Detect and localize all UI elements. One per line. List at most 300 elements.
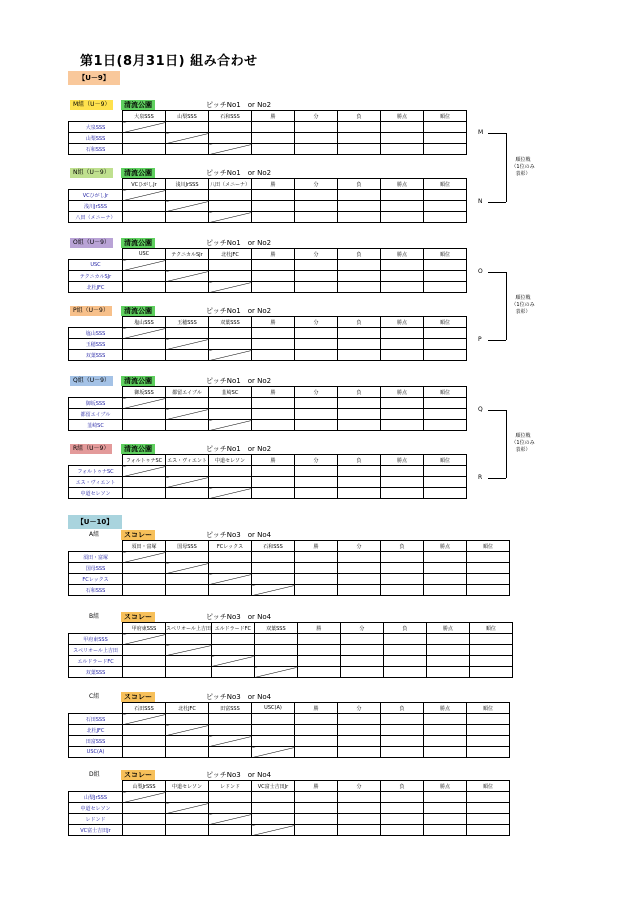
stat-cell: [252, 144, 295, 155]
stat-cell: [469, 645, 512, 656]
result-cell[interactable]: [166, 212, 209, 223]
table-corner: [69, 179, 123, 190]
result-cell[interactable]: [209, 328, 252, 339]
column-stat-header: 負: [381, 703, 424, 714]
table-row: [69, 574, 510, 585]
result-cell[interactable]: [209, 398, 252, 409]
diagonal-cell: [166, 563, 209, 574]
result-cell[interactable]: [166, 714, 209, 725]
result-cell[interactable]: [166, 736, 209, 747]
stat-cell: [469, 656, 512, 667]
row-team-label: 八田（メニーナ）: [69, 212, 123, 223]
diagonal-cell: [211, 656, 254, 667]
stat-cell: [340, 634, 383, 645]
group-label: P組（U－9）: [70, 306, 112, 316]
group-table: [68, 248, 467, 293]
table-row: [69, 803, 510, 814]
stat-cell: [424, 825, 467, 836]
venue-label: スコレー: [121, 770, 155, 780]
result-cell[interactable]: [166, 747, 209, 758]
bracket-bottom-mark: R: [478, 474, 483, 481]
result-cell[interactable]: [123, 747, 166, 758]
stat-cell: [295, 585, 338, 596]
result-cell[interactable]: [166, 488, 209, 499]
stat-cell: [424, 409, 467, 420]
column-stat-header: 負: [381, 541, 424, 552]
column-team-header: 石和SSS: [252, 541, 295, 552]
result-cell[interactable]: [166, 667, 212, 678]
result-cell[interactable]: [252, 792, 295, 803]
result-cell[interactable]: [252, 574, 295, 585]
stat-cell: [297, 656, 340, 667]
stat-cell: [467, 563, 510, 574]
column-stat-header: 勝: [295, 703, 338, 714]
bracket-line-vertical: [506, 133, 507, 202]
row-team-label: 石和SSS: [69, 144, 123, 155]
result-cell[interactable]: [209, 260, 252, 271]
stat-cell: [295, 339, 338, 350]
stat-cell: [467, 792, 510, 803]
result-cell[interactable]: [123, 477, 166, 488]
result-cell[interactable]: [209, 122, 252, 133]
diagonal-cell: [252, 825, 295, 836]
result-cell[interactable]: [123, 645, 166, 656]
stat-cell: [252, 122, 295, 133]
result-cell[interactable]: [252, 814, 295, 825]
stat-cell: [295, 144, 338, 155]
stat-cell: [338, 144, 381, 155]
stat-cell: [297, 645, 340, 656]
row-team-label: フォルトゥナSC: [69, 466, 123, 477]
stat-cell: [338, 792, 381, 803]
stat-cell: [383, 645, 426, 656]
table-corner: [69, 387, 123, 398]
result-cell[interactable]: [209, 190, 252, 201]
stat-cell: [381, 271, 424, 282]
result-cell[interactable]: [211, 634, 254, 645]
result-cell[interactable]: [209, 803, 252, 814]
row-team-label: 浅川JrSSS: [69, 201, 123, 212]
result-cell[interactable]: [209, 563, 252, 574]
stat-cell: [252, 201, 295, 212]
stat-cell: [338, 350, 381, 361]
diagonal-cell: [123, 634, 166, 645]
column-team-header: FCレックス: [209, 541, 252, 552]
stat-cell: [338, 122, 381, 133]
stat-cell: [252, 282, 295, 293]
bracket-line-top: [488, 272, 506, 273]
stat-cell: [252, 328, 295, 339]
column-team-header: レドンド: [209, 781, 252, 792]
bracket-line-bottom: [488, 202, 506, 203]
stat-cell: [295, 328, 338, 339]
row-team-label: 国母SSS: [69, 563, 123, 574]
result-cell[interactable]: [166, 144, 209, 155]
stat-cell: [426, 634, 469, 645]
stat-cell: [424, 803, 467, 814]
stat-cell: [381, 563, 424, 574]
result-cell[interactable]: [166, 574, 209, 585]
column-stat-header: 負: [338, 249, 381, 260]
result-cell[interactable]: [166, 190, 209, 201]
stat-cell: [381, 814, 424, 825]
column-team-header: 甲府東SSS: [123, 623, 166, 634]
group-label: Q組（U－9）: [70, 376, 113, 386]
result-cell[interactable]: [123, 825, 166, 836]
stat-cell: [467, 825, 510, 836]
result-cell[interactable]: [209, 747, 252, 758]
row-team-label: VC富士吉田Jr: [69, 825, 123, 836]
stat-cell: [338, 747, 381, 758]
stat-cell: [426, 667, 469, 678]
column-stat-header: 勝点: [381, 317, 424, 328]
diagonal-cell: [123, 190, 166, 201]
stat-cell: [252, 133, 295, 144]
row-team-label: 玉穂SSS: [69, 339, 123, 350]
column-team-header: 塩山SSS: [123, 317, 166, 328]
diagonal-cell: [209, 282, 252, 293]
result-cell[interactable]: [123, 814, 166, 825]
stat-cell: [295, 201, 338, 212]
result-cell[interactable]: [252, 725, 295, 736]
row-team-label: レドンド: [69, 814, 123, 825]
row-team-label: テクニカルSJr: [69, 271, 123, 282]
row-team-label: 須田・富塚: [69, 552, 123, 563]
result-cell[interactable]: [166, 585, 209, 596]
column-stat-header: 順位: [424, 455, 467, 466]
column-team-header: 双葉SSS: [209, 317, 252, 328]
row-team-label: 双葉SSS: [69, 667, 123, 678]
stat-cell: [424, 201, 467, 212]
diagonal-cell: [252, 747, 295, 758]
column-stat-header: 勝: [295, 781, 338, 792]
stat-cell: [252, 409, 295, 420]
pitch-label: ピッチNo1 or No2: [206, 101, 272, 109]
result-cell[interactable]: [123, 282, 166, 293]
group-table: [68, 110, 467, 155]
result-cell[interactable]: [254, 656, 297, 667]
result-cell[interactable]: [209, 466, 252, 477]
result-cell[interactable]: [166, 282, 209, 293]
stat-cell: [338, 574, 381, 585]
table-row: [69, 190, 467, 201]
stat-cell: [381, 409, 424, 420]
column-stat-header: 勝点: [424, 703, 467, 714]
stat-cell: [252, 339, 295, 350]
stat-cell: [469, 667, 512, 678]
stat-cell: [424, 122, 467, 133]
column-stat-header: 勝: [297, 623, 340, 634]
stat-cell: [295, 212, 338, 223]
result-cell[interactable]: [209, 201, 252, 212]
stat-cell: [381, 477, 424, 488]
diagonal-cell: [209, 144, 252, 155]
diagonal-cell: [254, 667, 297, 678]
stat-cell: [424, 420, 467, 431]
diagonal-cell: [209, 574, 252, 585]
result-cell[interactable]: [252, 736, 295, 747]
stat-cell: [424, 282, 467, 293]
stat-cell: [295, 420, 338, 431]
result-cell[interactable]: [254, 645, 297, 656]
table-row: [69, 814, 510, 825]
stat-cell: [424, 792, 467, 803]
result-cell[interactable]: [209, 825, 252, 836]
result-cell[interactable]: [123, 339, 166, 350]
result-cell[interactable]: [209, 339, 252, 350]
diagonal-cell: [123, 328, 166, 339]
column-team-header: 北杜JFC: [166, 703, 209, 714]
column-stat-header: 分: [295, 249, 338, 260]
stat-cell: [381, 282, 424, 293]
stat-cell: [381, 133, 424, 144]
diagonal-cell: [166, 201, 209, 212]
result-cell[interactable]: [166, 792, 209, 803]
table-row: [69, 260, 467, 271]
result-cell[interactable]: [123, 133, 166, 144]
u10-category-label: 【U－10】: [68, 515, 122, 529]
result-cell[interactable]: [209, 585, 252, 596]
result-cell[interactable]: [252, 552, 295, 563]
diagonal-cell: [123, 714, 166, 725]
row-team-label: VCひがしJr: [69, 190, 123, 201]
stat-cell: [295, 466, 338, 477]
stat-cell: [252, 212, 295, 223]
result-cell[interactable]: [166, 825, 209, 836]
result-cell[interactable]: [123, 409, 166, 420]
table-row: [69, 563, 510, 574]
table-row: [69, 552, 510, 563]
diagonal-cell: [166, 271, 209, 282]
stat-cell: [295, 133, 338, 144]
result-cell[interactable]: [166, 398, 209, 409]
row-team-label: 石和SSS: [69, 585, 123, 596]
stat-cell: [338, 271, 381, 282]
venue-label: スコレー: [121, 612, 155, 622]
row-team-label: 田富SSS: [69, 736, 123, 747]
result-cell[interactable]: [254, 634, 297, 645]
column-stat-header: 分: [295, 455, 338, 466]
result-cell[interactable]: [123, 656, 166, 667]
column-stat-header: 負: [338, 111, 381, 122]
row-team-label: 北杜JFC: [69, 725, 123, 736]
stat-cell: [381, 792, 424, 803]
stat-cell: [338, 420, 381, 431]
diagonal-cell: [123, 122, 166, 133]
stat-cell: [424, 466, 467, 477]
column-stat-header: 順位: [467, 703, 510, 714]
stat-cell: [424, 398, 467, 409]
table-row: [69, 736, 510, 747]
result-cell[interactable]: [123, 420, 166, 431]
result-cell[interactable]: [166, 260, 209, 271]
row-team-label: 北杜JFC: [69, 282, 123, 293]
table-corner: [69, 541, 123, 552]
stat-cell: [424, 563, 467, 574]
result-cell[interactable]: [123, 488, 166, 499]
result-cell[interactable]: [209, 552, 252, 563]
result-cell[interactable]: [166, 350, 209, 361]
stat-cell: [383, 634, 426, 645]
result-cell[interactable]: [166, 122, 209, 133]
table-row: [69, 144, 467, 155]
stat-cell: [338, 552, 381, 563]
stat-cell: [381, 328, 424, 339]
stat-cell: [295, 122, 338, 133]
result-cell[interactable]: [123, 271, 166, 282]
row-team-label: 山梨SSS: [69, 133, 123, 144]
bracket-line-top: [488, 410, 506, 411]
column-stat-header: 負: [383, 623, 426, 634]
stat-cell: [467, 803, 510, 814]
result-cell[interactable]: [166, 420, 209, 431]
column-team-header: 北杜JFC: [209, 249, 252, 260]
column-team-header: フォルトゥナSC: [123, 455, 166, 466]
result-cell[interactable]: [123, 803, 166, 814]
bracket-label: 順位戦 （1位のみ 表彰）: [511, 295, 535, 315]
diagonal-cell: [166, 409, 209, 420]
result-cell[interactable]: [123, 212, 166, 223]
row-team-label: 石田SSS: [69, 714, 123, 725]
column-team-header: 中道セレソン: [166, 781, 209, 792]
result-cell[interactable]: [166, 814, 209, 825]
stat-cell: [426, 656, 469, 667]
result-cell[interactable]: [123, 725, 166, 736]
stat-cell: [338, 339, 381, 350]
result-cell[interactable]: [209, 477, 252, 488]
stat-cell: [381, 212, 424, 223]
stat-cell: [338, 488, 381, 499]
stat-cell: [295, 792, 338, 803]
pitch-label: ピッチNo1 or No2: [206, 445, 272, 453]
column-stat-header: 勝点: [424, 541, 467, 552]
bracket-top-mark: O: [478, 268, 483, 275]
stat-cell: [295, 398, 338, 409]
result-cell[interactable]: [209, 792, 252, 803]
table-row: [69, 792, 510, 803]
column-team-header: 石和SSS: [209, 111, 252, 122]
group-table: [68, 316, 467, 361]
table-row: [69, 667, 513, 678]
result-cell[interactable]: [252, 714, 295, 725]
stat-cell: [424, 736, 467, 747]
result-cell[interactable]: [252, 563, 295, 574]
result-cell[interactable]: [166, 552, 209, 563]
column-stat-header: 負: [338, 387, 381, 398]
row-team-label: 双葉SSS: [69, 350, 123, 361]
table-row: [69, 328, 467, 339]
stat-cell: [381, 466, 424, 477]
diagonal-cell: [123, 466, 166, 477]
column-team-header: 国母SSS: [166, 541, 209, 552]
stat-cell: [295, 825, 338, 836]
stat-cell: [381, 398, 424, 409]
result-cell[interactable]: [166, 634, 212, 645]
column-stat-header: 勝: [252, 387, 295, 398]
result-cell[interactable]: [166, 466, 209, 477]
result-cell[interactable]: [252, 803, 295, 814]
result-cell[interactable]: [211, 667, 254, 678]
bracket-line-bottom: [488, 478, 506, 479]
stat-cell: [424, 585, 467, 596]
stat-cell: [381, 144, 424, 155]
row-team-label: スペリオール上吉田: [69, 645, 123, 656]
stat-cell: [338, 725, 381, 736]
table-row: [69, 634, 513, 645]
pitch-label: ピッチNo1 or No2: [206, 377, 272, 385]
table-row: [69, 282, 467, 293]
column-stat-header: 分: [338, 703, 381, 714]
stat-cell: [381, 122, 424, 133]
column-stat-header: 勝点: [381, 455, 424, 466]
bracket-line-vertical: [506, 410, 507, 478]
group-label: R組（U－9）: [70, 444, 112, 454]
result-cell[interactable]: [209, 725, 252, 736]
row-team-label: 甲府東SSS: [69, 634, 123, 645]
stat-cell: [381, 825, 424, 836]
result-cell[interactable]: [123, 574, 166, 585]
stat-cell: [338, 736, 381, 747]
stat-cell: [467, 747, 510, 758]
column-team-header: 山梨SSS: [166, 111, 209, 122]
result-cell[interactable]: [209, 409, 252, 420]
stat-cell: [295, 282, 338, 293]
venue-label: 清流公園: [121, 100, 155, 110]
result-cell[interactable]: [166, 328, 209, 339]
stat-cell: [295, 350, 338, 361]
row-team-label: 中道セレソン: [69, 803, 123, 814]
group-label: M組（U－9）: [70, 100, 113, 110]
diagonal-cell: [123, 552, 166, 563]
column-stat-header: 分: [295, 111, 338, 122]
result-cell[interactable]: [211, 645, 254, 656]
result-cell[interactable]: [123, 736, 166, 747]
result-cell[interactable]: [123, 563, 166, 574]
result-cell[interactable]: [123, 585, 166, 596]
column-team-header: 須田・富塚: [123, 541, 166, 552]
result-cell[interactable]: [123, 201, 166, 212]
stat-cell: [381, 574, 424, 585]
row-team-label: 大泉SSS: [69, 122, 123, 133]
group-table: [68, 622, 513, 678]
result-cell[interactable]: [209, 714, 252, 725]
result-cell[interactable]: [166, 656, 212, 667]
stat-cell: [295, 803, 338, 814]
table-row: [69, 585, 510, 596]
pitch-label: ピッチNo3 or No4: [206, 693, 272, 701]
table-row: [69, 133, 467, 144]
group-label: B組: [89, 613, 100, 620]
table-row: [69, 466, 467, 477]
result-cell[interactable]: [123, 350, 166, 361]
stat-cell: [424, 814, 467, 825]
venue-label: スコレー: [121, 530, 155, 540]
result-cell[interactable]: [123, 144, 166, 155]
stat-cell: [424, 714, 467, 725]
column-stat-header: 勝点: [381, 111, 424, 122]
stat-cell: [295, 260, 338, 271]
result-cell[interactable]: [209, 133, 252, 144]
stat-cell: [340, 645, 383, 656]
group-table: [68, 386, 467, 431]
result-cell[interactable]: [209, 271, 252, 282]
column-team-header: 玉穂SSS: [166, 317, 209, 328]
stat-cell: [297, 667, 340, 678]
stat-cell: [381, 725, 424, 736]
stat-cell: [424, 144, 467, 155]
result-cell[interactable]: [123, 667, 166, 678]
venue-label: スコレー: [121, 692, 155, 702]
